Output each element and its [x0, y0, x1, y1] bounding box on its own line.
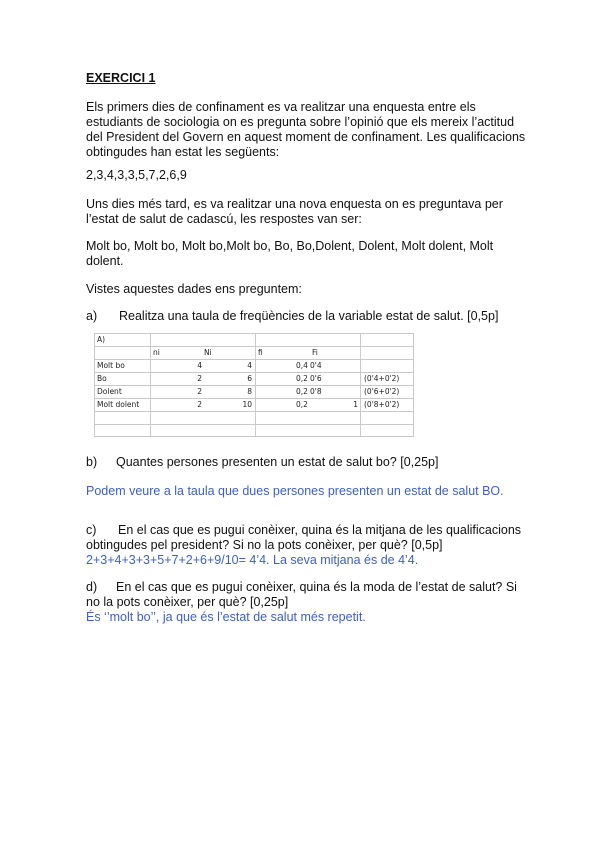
header-Ni: Ni [204, 348, 212, 357]
exercise-title: EXERCICI 1 [86, 71, 156, 85]
grid-line [94, 436, 414, 437]
grid-line [94, 359, 414, 360]
row-Ni: 6 [247, 374, 252, 383]
row-note: (0'6+0'2) [364, 387, 400, 396]
question-a [86, 309, 526, 324]
row-category: Molt dolent [97, 400, 140, 409]
question-d [86, 580, 526, 625]
lead-text: Vistes aquestes dades ens preguntem: [86, 282, 302, 296]
question-c-line [86, 523, 526, 538]
row-Ni: 10 [242, 400, 252, 409]
row-ni: 4 [197, 361, 202, 370]
question-b [86, 455, 526, 470]
answer-c: 2+3+4+3+3+5+7+2+6+9/10= 4’4. La seva mitjana és de 4’4. [86, 553, 419, 567]
scores-list: 2,3,4,3,3,5,7,2,6,9 [86, 168, 187, 182]
header-ni: ni [153, 348, 160, 357]
row-fi: 0,4 [296, 361, 308, 370]
question-c [86, 523, 526, 568]
row-fi: 0,2 [296, 374, 308, 383]
question-d-label: d) [86, 580, 98, 594]
header-Fi: Fi [312, 348, 318, 357]
row-category: Molt bo [97, 361, 125, 370]
grid-line [94, 398, 414, 399]
frequency-table [94, 333, 414, 437]
row-Ni: 8 [247, 387, 252, 396]
grid-line [413, 333, 414, 437]
row-ni: 2 [197, 400, 202, 409]
second-survey-paragraph [86, 197, 526, 227]
header-fi: fi [258, 348, 263, 357]
answers-line: dolent. [86, 254, 124, 268]
table-title: A) [97, 335, 106, 344]
answers-line: Molt bo, Molt bo, Molt bo,Molt bo, Bo, Bo,Dolent, Dolent, Molt dolent, Molt [86, 239, 494, 253]
question-d-line: no la pots conèixer, per què? [0,25p] [86, 595, 289, 609]
row-note: (0'4+0'2) [364, 374, 400, 383]
grid-line [94, 372, 414, 373]
grid-line [255, 333, 256, 437]
row-ni: 2 [197, 374, 202, 383]
row-category: Dolent [97, 387, 122, 396]
second-survey-line: l’estat de salut de cadascú, les respostes van ser: [86, 212, 362, 226]
question-d-text: En el cas que es pugui conèixer, quina és la moda de l’estat de salut? Si [116, 580, 517, 594]
grid-line [94, 346, 414, 347]
grid-line [94, 411, 414, 412]
question-b-label: b) [86, 455, 98, 469]
question-c-label: c) [86, 523, 97, 537]
question-c-line: obtingudes pel president? Si no la pots conèixer, per què? [0,5p] [86, 538, 443, 552]
question-d-line [86, 580, 526, 595]
row-Fi: 0'8 [310, 387, 322, 396]
grid-line [94, 333, 95, 437]
intro-line: estudiants de sociologia on es pregunta sobre l’opinió que els mereix l’actitud [86, 115, 515, 129]
row-ni: 2 [197, 387, 202, 396]
question-b-text: Quantes persones presenten un estat de salut bo? [0,25p] [116, 455, 439, 469]
grid-line [360, 333, 361, 437]
grid-line [94, 385, 414, 386]
intro-line: Els primers dies de confinament es va realitzar una enquesta entre els [86, 100, 476, 114]
grid-line [150, 333, 151, 437]
grid-line [94, 424, 414, 425]
question-a-label: a) [86, 309, 98, 323]
row-fi: 0,2 [296, 387, 308, 396]
grid-line [94, 333, 414, 334]
answer-b: Podem veure a la taula que dues persones presenten un estat de salut BO. [86, 484, 504, 498]
intro-line: obtingudes han estat les següents: [86, 145, 280, 159]
row-Fi: 0'4 [310, 361, 322, 370]
intro-line: del President del Govern en aquest moment de confinament. Les qualificacions [86, 130, 526, 144]
question-c-text: En el cas que es pugui conèixer, quina és la mitjana de les qualificacions [118, 523, 522, 537]
row-fi: 0,2 [296, 400, 308, 409]
row-category: Bo [97, 374, 107, 383]
second-survey-line: Uns dies més tard, es va realitzar una nova enquesta on es preguntava per [86, 197, 503, 211]
row-extra: 1 [353, 400, 358, 409]
answers-paragraph [86, 239, 526, 269]
answer-d: És ‘’molt bo’’, ja que és l’estat de salut més repetit. [86, 610, 366, 624]
intro-paragraph [86, 100, 526, 160]
row-Fi: 0'6 [310, 374, 322, 383]
row-Ni: 4 [247, 361, 252, 370]
question-a-text: Realitza una taula de freqüències de la variable estat de salut. [0,5p] [119, 309, 499, 323]
row-note: (0'8+0'2) [364, 400, 400, 409]
